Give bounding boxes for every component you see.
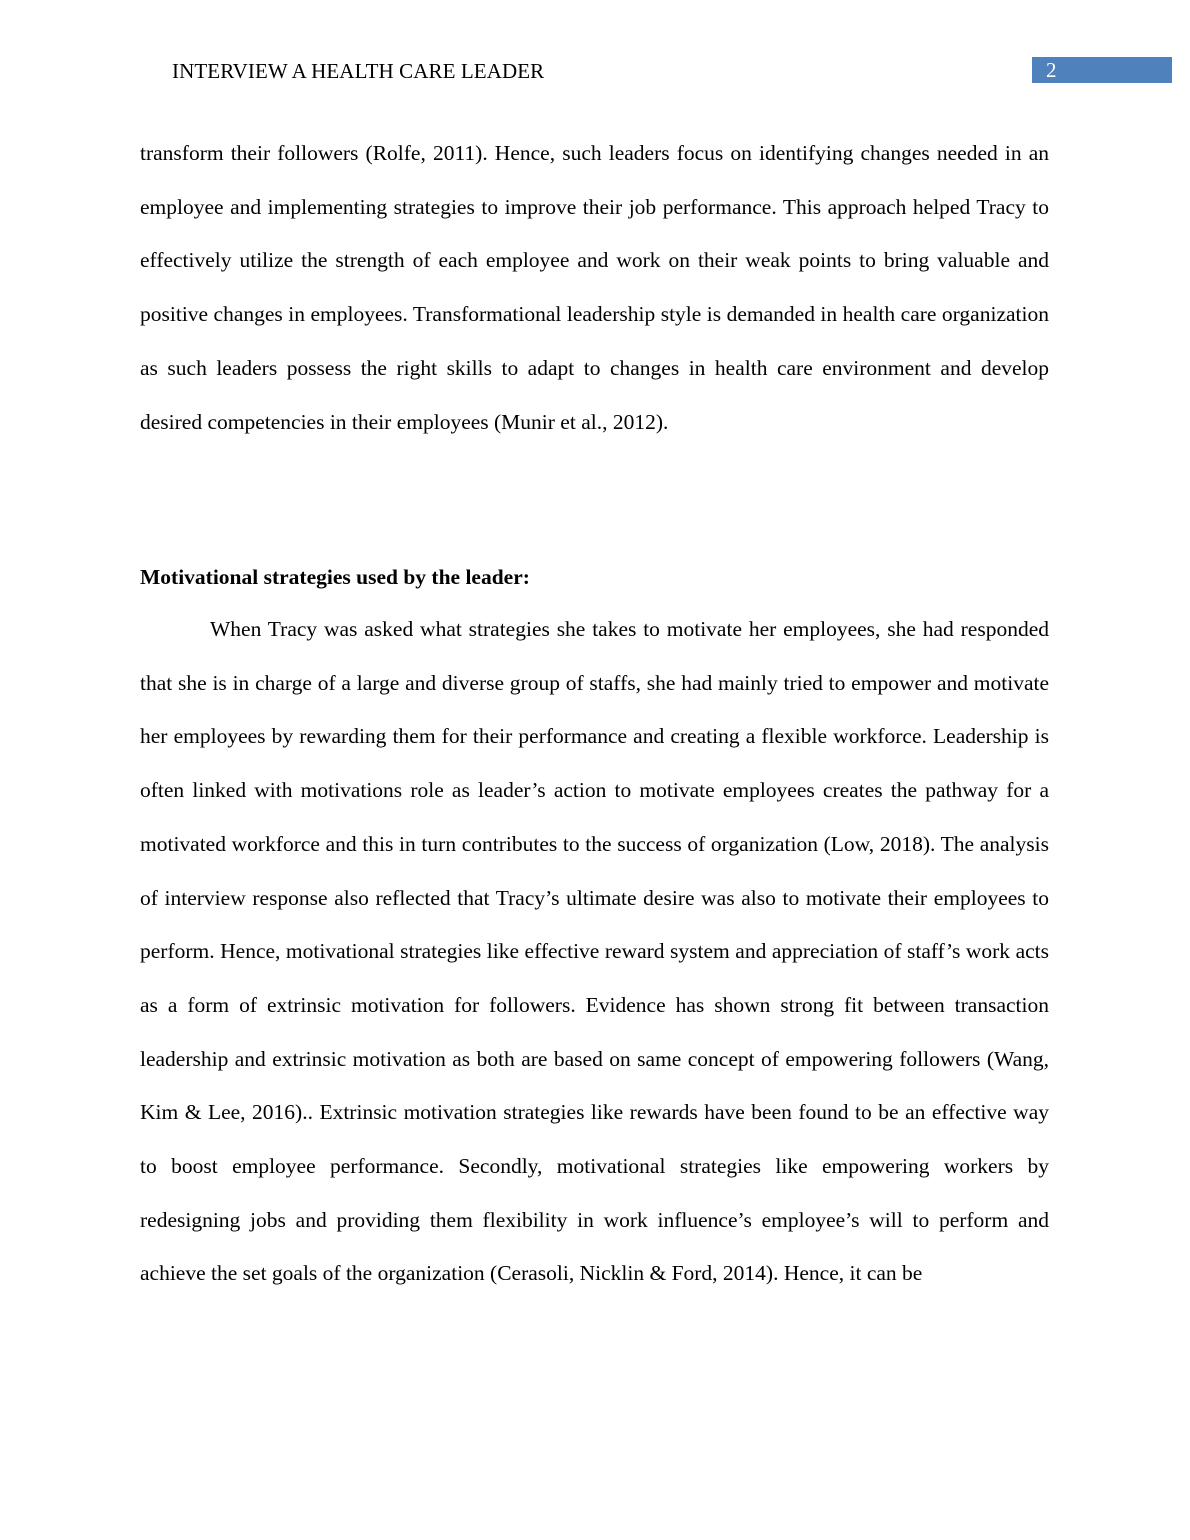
body-paragraph-2: When Tracy was asked what strategies she takes to motivate her employees, she had responded that she is in charge of a large and diverse group of staffs, she had mainly tried to empower and motivate her employees by rewarding them for their performance and creating a flexible workforce. Leadership is often linked with motivations role as leader’s action to motivate employees creates the pathway for a motivated workforce and this in turn contributes to the success of organization (Low, 2018). The analysis of interview response also reflected that Tracy’s ultimate desire was also to motivate their employees to perform. Hence, motivational strategies like effective reward system and appreciation of staff’s work acts as a form of extrinsic motivation for followers. Evidence has shown strong fit between transaction leadership and extrinsic motivation as both are based on same concept of empowering followers (Wang, Kim & Lee, 2016).. Extrinsic motivation strategies like rewards have been found to be an effective way to boost employee performance. Secondly, motivational strategies like empowering workers by redesigning jobs and providing them flexibility in work influence’s employee’s will to perform and achieve the set goals of the organization (Cerasoli, Nicklin & Ford, 2014). Hence, it can be [140,617,1049,1286]
page-number-box [1032,57,1172,83]
page-number: 2 [1046,58,1057,82]
running-head: INTERVIEW A HEALTH CARE LEADER [172,59,545,83]
body-paragraph-1: transform their followers (Rolfe, 2011). Hence, such leaders focus on identifying changes needed in an employee and implementing strategies to improve their job performance. This approach helped Tracy to effectively utilize the strength of each employee and work on their weak points to bring valuable and positive changes in employees. Transformational leadership style is demanded in health care organization as such leaders possess the right skills to adapt to changes in health care environment and develop desired competencies in their employees (Munir et al., 2012). [140,141,1049,434]
section-heading: Motivational strategies used by the leader: [140,565,530,589]
